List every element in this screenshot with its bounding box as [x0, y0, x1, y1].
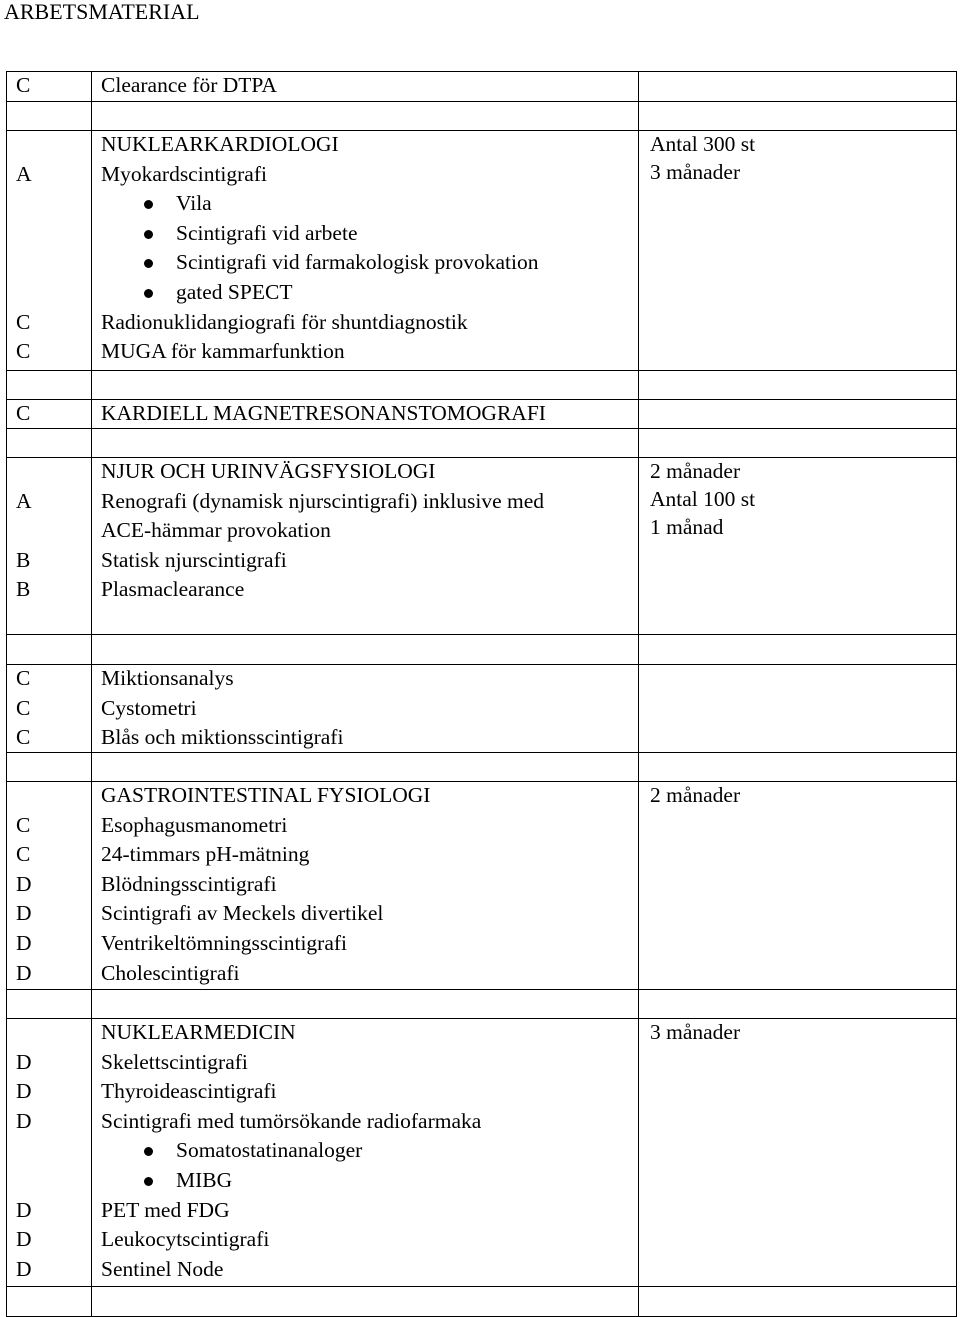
bullet-icon: [144, 230, 153, 239]
level-code: C: [16, 725, 31, 750]
section-heading: NUKLEARKARDIOLOGI: [101, 132, 339, 156]
level-code: C: [16, 73, 31, 97]
level-code: C: [16, 309, 31, 334]
duration-note: 2 månader: [650, 459, 741, 483]
row-divider: [6, 101, 957, 102]
bullet-item: Scintigrafi vid farmakologisk provokation: [176, 250, 539, 275]
bullet-item: Vila: [176, 191, 212, 216]
level-code: D: [16, 871, 32, 896]
course-item: Blås och miktionsscintigrafi: [101, 725, 344, 750]
bullet-item: gated SPECT: [176, 280, 293, 304]
level-code: B: [16, 547, 31, 572]
level-code: D: [16, 1049, 32, 1074]
level-code: B: [16, 577, 31, 602]
level-code: C: [16, 401, 31, 425]
course-item: Thyroideascintigrafi: [101, 1079, 277, 1104]
level-code: D: [16, 1256, 32, 1281]
column-divider: [6, 71, 7, 1316]
level-code: C: [16, 842, 31, 867]
duration-note: 3 månader: [650, 160, 741, 185]
level-code: D: [16, 931, 32, 955]
course-item: Cholescintigrafi: [101, 960, 240, 985]
level-code: C: [16, 695, 31, 720]
course-item: Scintigrafi med tumörsökande radiofarmaka: [101, 1108, 482, 1133]
row-divider: [6, 370, 957, 371]
duration-note: Antal 100 st: [650, 487, 756, 512]
level-code: C: [16, 666, 31, 690]
course-item: Scintigrafi av Meckels divertikel: [101, 901, 384, 926]
course-item: Leukocytscintigrafi: [101, 1227, 270, 1252]
bullet-icon: [144, 259, 153, 268]
level-code: D: [16, 901, 32, 926]
level-code: D: [16, 1079, 32, 1104]
course-table: [6, 71, 957, 1316]
duration-note: 3 månader: [650, 1020, 741, 1044]
row-divider: [6, 1286, 957, 1287]
duration-note: Antal 300 st: [650, 132, 756, 156]
bullet-icon: [144, 289, 153, 298]
course-item: Myokardscintigrafi: [101, 161, 267, 186]
course-item: Clearance för DTPA: [101, 73, 277, 97]
course-item: 24-timmars pH-mätning: [101, 842, 310, 867]
level-code: D: [16, 1108, 32, 1133]
course-item: Cystometri: [101, 695, 197, 720]
course-item: Esophagusmanometri: [101, 812, 288, 837]
course-item: Radionuklidangiografi för shuntdiagnostik: [101, 309, 468, 334]
course-item: Plasmaclearance: [101, 577, 245, 602]
level-code: A: [16, 488, 32, 513]
section-heading: NUKLEARMEDICIN: [101, 1020, 296, 1044]
column-divider: [91, 71, 92, 1316]
course-item: MUGA för kammarfunktion: [101, 339, 345, 364]
course-item: Blödningsscintigrafi: [101, 871, 277, 896]
level-code: A: [16, 161, 32, 186]
bullet-icon: [144, 200, 153, 209]
duration-note: 2 månader: [650, 783, 741, 807]
level-code: C: [16, 812, 31, 837]
section-heading: NJUR OCH URINVÄGSFYSIOLOGI: [101, 459, 436, 483]
page-title: ARBETSMATERIAL: [4, 0, 200, 24]
course-item: Miktionsanalys: [101, 666, 234, 690]
row-divider: [6, 989, 957, 990]
course-item: Sentinel Node: [101, 1256, 224, 1281]
row-divider: [6, 634, 957, 635]
course-item: PET med FDG: [101, 1197, 230, 1222]
duration-note: 1 månad: [650, 515, 724, 540]
level-code: D: [16, 1197, 32, 1222]
course-item: Ventrikeltömningsscintigrafi: [101, 931, 348, 955]
course-item: Renografi (dynamisk njurscintigrafi) inklusive med: [101, 488, 545, 513]
level-code: C: [16, 339, 31, 364]
bullet-icon: [144, 1147, 153, 1156]
bullet-icon: [144, 1177, 153, 1186]
level-code: D: [16, 960, 32, 985]
course-item: Statisk njurscintigrafi: [101, 547, 287, 572]
section-heading: GASTROINTESTINAL FYSIOLOGI: [101, 783, 431, 807]
bullet-item: Somatostatinanaloger: [176, 1138, 363, 1163]
course-item: KARDIELL MAGNETRESONANSTOMOGRAFI: [101, 401, 546, 425]
course-item: Skelettscintigrafi: [101, 1049, 248, 1074]
section-heading: ACE-hämmar provokation: [101, 518, 331, 543]
level-code: D: [16, 1227, 32, 1252]
column-divider: [956, 71, 957, 1316]
column-divider: [638, 71, 639, 1316]
bullet-item: MIBG: [176, 1168, 233, 1192]
bullet-item: Scintigrafi vid arbete: [176, 220, 358, 245]
